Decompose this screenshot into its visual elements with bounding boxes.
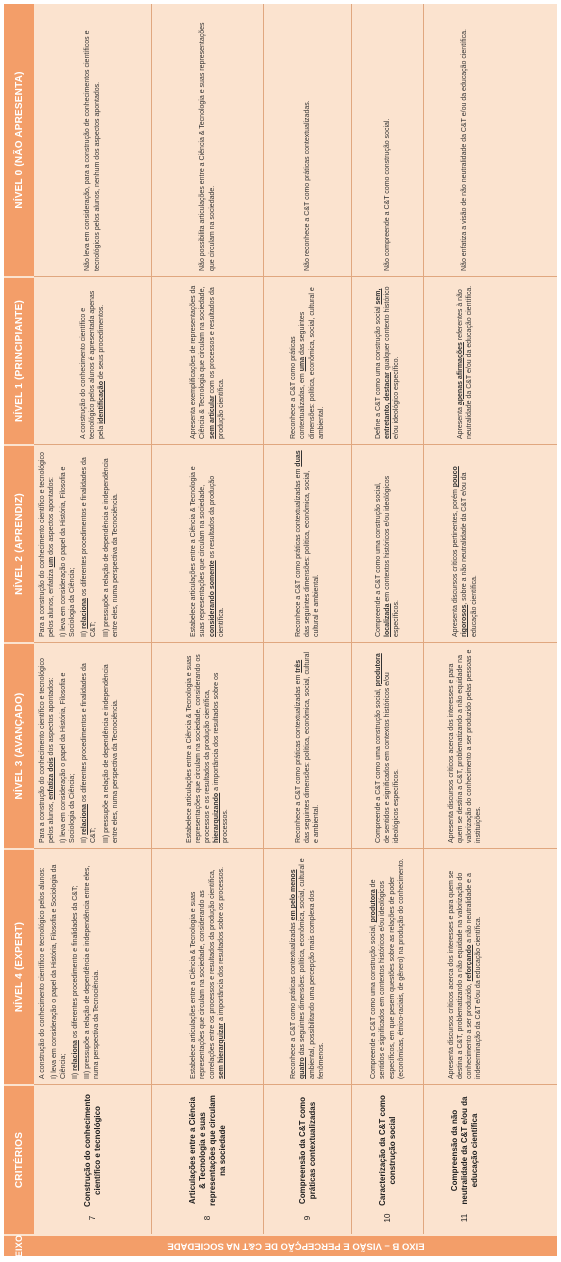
cell-9-nivel-0: [264, 4, 352, 276]
emphasis: sem, entretanto, destacar: [374, 288, 391, 439]
header-nivel-2: NÍVEL 2 (APRENDIZ): [4, 444, 34, 642]
text: Reconhece a C&T como práticas contextualizadas em: [294, 672, 302, 843]
text-block: [79, 282, 106, 439]
criterion-row-11: [424, 1085, 506, 1234]
cell-7-nivel-2: [34, 445, 152, 642]
text: II): [81, 834, 89, 843]
text-block: Não reconhece a C&T como práticas contextualizadas.: [303, 100, 311, 271]
criterion-name: Compreensão da não neutralidade da C&T e/ou da educação científica: [450, 1096, 479, 1205]
text: dos aspectos apontados:: [48, 477, 56, 557]
text-block: [289, 282, 325, 439]
emphasis: sem hierarquizar: [217, 1022, 225, 1079]
emphasis: relaciona: [72, 1040, 80, 1071]
criterion-name: Construção do conhecimento científico e tecnológico: [82, 1094, 102, 1207]
text-line: [38, 450, 56, 637]
text-block: Não enfatiza a visão de não neutralidade da C&T e/ou da educação científica.: [461, 29, 469, 271]
text: os diferentes procedimento e finalidades da C&T;: [72, 885, 80, 1041]
criterion-number: 7: [87, 1215, 97, 1221]
text-block: Não possibilita articulações entre a Ciência & Tecnologia e suas representações que circulam na sociedade.: [199, 22, 216, 271]
text-block: Apresenta discursos críticos acerca dos interesses e para quem se destina a C&T, problematizando a não equidade na valorização do conhecimento a ser produzido pelas pessoas e instituições.: [447, 649, 483, 843]
emphasis: em pelo menos quatro: [290, 869, 307, 1079]
text-block: [289, 854, 325, 1079]
text-block: [189, 450, 225, 637]
nivel-4-column: [34, 848, 557, 1084]
cell-7-nivel-1: [34, 277, 152, 444]
text-line: [71, 854, 80, 1079]
text-block: [189, 282, 225, 439]
text: de sentidos e significados em contextos históricos e/ou ideológicos específicos, em que pesem questões sobre as relações de poder (econômicas, étnico-raciais, de gênero) na produção do conhecimento.: [370, 858, 405, 1079]
text: II): [81, 628, 89, 637]
criterion-number: 11: [460, 1213, 469, 1223]
header-nivel-4: NÍVEL 4 (EXPERT): [4, 848, 34, 1084]
cell-8-nivel-3: [152, 643, 264, 848]
nivel-1-column: [34, 276, 557, 444]
cell-11-nivel-3: [424, 643, 506, 848]
text-block: Não compreende a C&T como construção social.: [383, 118, 391, 271]
nivel-2-column: [34, 444, 557, 642]
text-block: [451, 450, 478, 637]
nivel-3-column: [34, 642, 557, 848]
cell-7-nivel-0: [34, 4, 152, 276]
cell-8-nivel-1: [152, 277, 264, 444]
text: Apresenta discursos críticos pertinentes, porém: [452, 487, 460, 637]
emphasis: apenas afirmações: [456, 342, 464, 406]
cell-8-nivel-2: [152, 445, 264, 642]
criterion-row-9: [264, 1085, 352, 1234]
criterion-row-7: [34, 1085, 152, 1234]
text: das seguintes dimensões: política, econômica, social, cultural e ambiental, possibilitando uma percepção mais complexa dos fenômenos.: [299, 858, 325, 1079]
text-line: [80, 450, 98, 637]
cell-10-nivel-2: [352, 445, 424, 642]
cell-7-nivel-4: [34, 849, 152, 1084]
text-block: [374, 450, 401, 637]
text-line: III) pressupõe a relação de dependência e independência entre eles, numa perspectiva da Tecnociência.: [102, 664, 119, 843]
text-block: [374, 282, 401, 439]
cell-11-nivel-1: [424, 277, 506, 444]
text: em contextos históricos e/ou ideológicos específicos.: [383, 475, 401, 637]
cell-9-nivel-1: [264, 277, 352, 444]
text-line: III) pressupõe a relação de dependência e independência entre eles, numa perspectiva da Tecnociência.: [84, 865, 101, 1079]
text: Define a C&T como uma construção social: [374, 304, 382, 439]
text: Apresenta exemplificações de representações da Ciência & Tecnologia que circulam na sociedade,: [190, 285, 207, 439]
text: Reconhece a C&T como práticas contextualizadas, em: [290, 336, 307, 439]
text: Estabelece articulações entre a Ciência & Tecnologia e suas representações que circulam na sociedade,: [190, 466, 207, 637]
criterion-number: 9: [302, 1215, 312, 1221]
text: Compreende a C&T como uma construção social,: [374, 686, 382, 843]
text: Para a construção do conhecimento científico e tecnológico pelos alunos, enfatiza: [39, 452, 56, 637]
text: com os processos e resultados da produção científica.: [208, 287, 225, 439]
cell-11-nivel-4: [424, 849, 506, 1084]
text: Estabelece articulações entre a Ciência & Tecnologia e suas representações que circulam na sociedade, considerando as correlações entre os processos e resultados da produção científica,: [190, 869, 216, 1079]
emphasis: sem articular: [208, 395, 216, 439]
emphasis: produtora: [370, 889, 378, 923]
text-block: [456, 282, 474, 439]
text: A construção do conhecimento científico e tecnológico pelos alunos é apresentada apenas pela: [79, 290, 106, 439]
cell-10-nivel-4: [352, 849, 424, 1084]
text-line: I) leva em consideração o papel da História, Filosofia e Sociologia da Ciência;: [51, 864, 68, 1079]
text-line: [38, 648, 56, 843]
cell-9-nivel-3: [264, 643, 352, 848]
header-nivel-1: NÍVEL 1 (PRINCIPIANTE): [4, 276, 34, 444]
criterion-name: Caracterização da C&T como construção social: [377, 1095, 397, 1206]
emphasis: pouco rigorosos: [452, 466, 469, 637]
text: Apresenta discursos críticos acerca dos interesses e para quem se destina a C&T, problematizando a não equidade na valorização do conhecimento a ser produzido,: [447, 870, 473, 1079]
text-block: [369, 854, 405, 1079]
criteria-column: [34, 1084, 557, 1234]
text-line: A construção do conhecimento científico e tecnológico pelos alunos:: [39, 867, 46, 1079]
cell-9-nivel-4: [264, 849, 352, 1084]
text: qualquer contexto histórico e/ou ideológico específico.: [383, 286, 401, 439]
cell-11-nivel-0: [424, 4, 506, 276]
header-nivel-0: NÍVEL 0 (NÃO APRESENTA): [4, 4, 34, 276]
text-block: [294, 450, 321, 637]
cell-7-nivel-3: [34, 643, 152, 848]
emphasis: enfatiza dois: [48, 757, 56, 800]
text: referentes à não neutralidade da C&T e/ou da educação científica.: [456, 285, 473, 439]
cell-11-nivel-2: [424, 445, 506, 642]
text: Compreende a C&T como uma construção social,: [374, 482, 382, 637]
emphasis: considerando somente: [208, 560, 216, 637]
text-line: [80, 648, 98, 843]
emphasis: uma: [299, 356, 307, 372]
emphasis: relaciona: [81, 804, 89, 835]
emphasis: hierarquizando: [213, 792, 221, 843]
criteria-table: [4, 4, 557, 1256]
text-block: [294, 648, 321, 843]
text-block: [185, 648, 230, 843]
text: a não neutralidade e a indeterminação da C&T e/ou da educação científica.: [466, 873, 483, 1079]
nivel-0-column: [34, 4, 557, 276]
text: das seguintes dimensões: política, econômica, social, cultural e ambiental.: [299, 287, 325, 439]
text-line: III) pressupõe a relação de dependência e independência entre eles, numa perspectiva da Tecnociência.: [102, 458, 119, 637]
header-nivel-3: NÍVEL 3 (AVANÇADO): [4, 642, 34, 848]
text: Apresenta: [456, 405, 464, 439]
text: os resultados da produção científica.: [208, 475, 225, 637]
emphasis: duas: [294, 450, 302, 467]
text-line: I) leva em consideração o papel da História, Filosofia e Sociologia da Ciência;: [60, 466, 77, 637]
emphasis: reforçando: [466, 944, 473, 982]
emphasis: três: [294, 659, 302, 673]
text: II): [72, 1070, 80, 1079]
text-block: [374, 648, 401, 843]
header-eixo: EIXO: [4, 1234, 34, 1256]
text: Estabelece articulações entre a Ciência & Tecnologia e suas representações que circulam na sociedade, considerando os processos e os resultados da produção científica,: [185, 654, 211, 843]
axis-cell: [34, 1234, 557, 1256]
text-line: I) leva em consideração o papel da História, Filosofia e Sociologia da Ciência;: [60, 672, 77, 843]
criterion-name: Articulações entre a Ciência & Tecnologia e suas representações que circulam na sociedade: [187, 1095, 227, 1206]
text: Para a construção do conhecimento científico e tecnológico pelos alunos,: [39, 658, 56, 843]
cell-10-nivel-3: [352, 643, 424, 848]
emphasis: relaciona: [81, 598, 89, 629]
text: de seus procedimentos.: [98, 304, 106, 382]
text: a importância dos resultados sobre os processos.: [213, 672, 230, 843]
cell-10-nivel-1: [352, 277, 424, 444]
axis-label: EIXO B – VISÃO E PERCEPÇÃO DE C&T NA SOCIEDADE: [166, 1240, 425, 1252]
text: de sentidos e significados em contextos históricos e/ou ideológicos específicos.: [383, 672, 401, 843]
text: dos aspectos apontados:: [48, 677, 56, 758]
text: Compreende a C&T como uma construção social,: [370, 922, 378, 1079]
cell-10-nivel-0: [352, 4, 424, 276]
text: a importância dos resultados sobre os processos.: [217, 866, 225, 1023]
criterion-name: Compreensão da C&T como práticas contextualizadas: [297, 1096, 317, 1205]
emphasis: um: [48, 556, 56, 568]
cell-8-nivel-4: [152, 849, 264, 1084]
text: Reconhece a C&T como práticas contextualizadas: [290, 920, 298, 1079]
text: , sobre a não neutralidade da C&T e/ou da educação científica.: [461, 472, 478, 637]
emphasis: localizada: [383, 603, 391, 637]
criterion-row-8: [152, 1085, 264, 1234]
cell-8-nivel-0: [152, 4, 264, 276]
text-block: [189, 854, 225, 1079]
criterion-number: 10: [382, 1213, 392, 1223]
cell-9-nivel-2: [264, 445, 352, 642]
criterion-row-10: [352, 1085, 424, 1234]
text: Reconhece a C&T como práticas contextualizadas em: [294, 466, 302, 637]
header-criterios: CRITÉRIOS: [4, 1084, 34, 1234]
text-block: [447, 854, 483, 1079]
emphasis: produtora: [374, 653, 382, 687]
text: os diferentes procedimentos e finalidades da C&T;: [81, 663, 98, 843]
text: das seguintes dimensões: política, econômica, social, cultural e ambiental.: [303, 651, 321, 843]
emphasis: identificação: [98, 381, 106, 424]
criterion-number: 8: [202, 1215, 212, 1221]
text: das seguintes dimensões: política, econômica, social, cultural e ambiental.: [303, 470, 321, 637]
text: os diferentes procedimentos e finalidades da C&T;: [81, 457, 98, 637]
text-block: Não leva em consideração, para a construção de conhecimentos científicos e tecnológicos pelos alunos, nenhum dos aspectos apontados.: [84, 30, 101, 271]
